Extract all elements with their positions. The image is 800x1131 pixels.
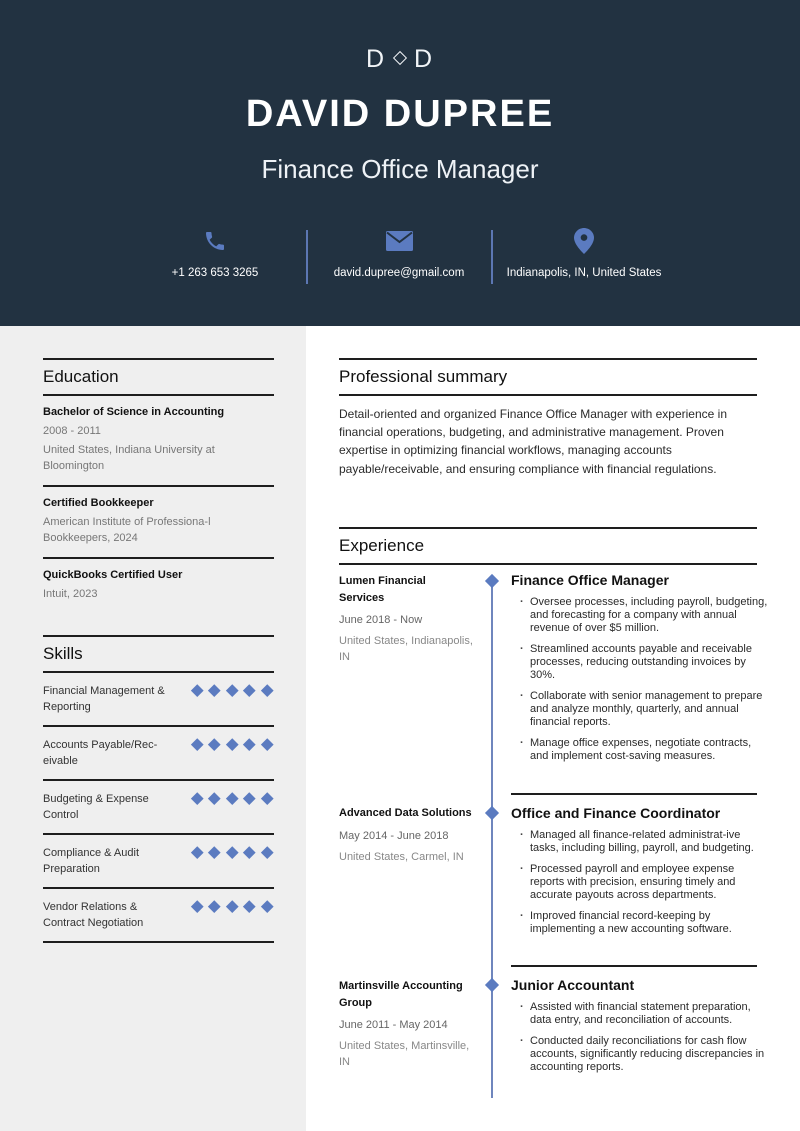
job-role: Office and Finance Coordinator: [511, 805, 721, 821]
education-heading: Education: [43, 367, 119, 386]
job-dates: May 2014 - June 2018: [339, 829, 449, 842]
rating-diamond-icon: [226, 900, 238, 912]
job-role: Finance Office Manager: [511, 572, 669, 588]
rating-diamond-icon: [243, 792, 255, 804]
education-item: [43, 559, 274, 613]
contact-phone[interactable]: [140, 228, 290, 284]
job-bullet: · Manage office expenses, negotiate contracts, and implement cost-saving measures.: [511, 737, 768, 763]
contact-divider: [491, 230, 493, 284]
education-item: [43, 487, 274, 559]
skill-label: Accounts Payable/Rec-eivable: [43, 739, 158, 767]
candidate-title: Finance Office Manager: [261, 154, 539, 184]
experience-heading: Experience: [339, 536, 425, 555]
skill-rating: [193, 791, 275, 803]
rating-diamond-icon: [243, 684, 255, 696]
candidate-name: DAVID DUPREE: [245, 93, 555, 135]
job-details: [511, 572, 768, 771]
monogram-letter-right: D: [414, 45, 435, 73]
job-dates: June 2018 - Now: [339, 614, 423, 626]
job-bullet: · Improved financial record-keeping by implementing a new accounting software.: [511, 910, 768, 936]
certification-name: Certified Bookkeeper: [43, 497, 154, 509]
rating-diamond-icon: [261, 846, 273, 858]
job-rule: [511, 793, 757, 795]
contact-email[interactable]: [310, 228, 488, 284]
email-address: david.dupree@gmail.com: [333, 267, 465, 279]
job-role: Junior Accountant: [511, 977, 635, 993]
rating-diamond-icon: [226, 684, 238, 696]
resume-header: [0, 0, 800, 326]
education-dates: 2008 - 2011: [43, 425, 101, 437]
summary-heading: Professional summary: [339, 367, 508, 386]
skill-rating: [193, 683, 275, 695]
summary-text: Detail-oriented and organized Finance Office Manager with experience in financial operations, budgeting, and administrative management. Proven expertise in optimizing financial workflows, managing accounts payable/receivable, and ensuring compliance with financial regulations.: [339, 407, 728, 476]
job-bullets: [511, 829, 768, 936]
mail-icon: [310, 228, 488, 254]
rating-diamond-icon: [208, 684, 220, 696]
phone-icon: [140, 228, 290, 254]
job-location: United States, Martinsville, IN: [339, 1040, 470, 1068]
rating-diamond-icon: [243, 738, 255, 750]
job-bullet: · Collaborate with senior management to prepare and analyze monthly, quarterly, and annual financial reports.: [511, 690, 768, 729]
job-meta: [339, 805, 474, 865]
degree-name: Bachelor of Science in Accounting: [43, 406, 225, 418]
monogram-letter-left: D: [365, 45, 386, 73]
diamond-icon: [393, 51, 407, 65]
skills-section: [43, 635, 274, 943]
rating-diamond-icon: [226, 738, 238, 750]
job-meta: [339, 978, 474, 1070]
section-rule: [339, 563, 757, 565]
location-text: Indianapolis, IN, United States: [506, 267, 662, 279]
job-bullets: [511, 1001, 768, 1074]
job-location: United States, Carmel, IN: [339, 850, 464, 863]
rating-diamond-icon: [208, 738, 220, 750]
location-pin-icon: [494, 228, 674, 254]
rating-diamond-icon: [243, 900, 255, 912]
job-details: [511, 805, 768, 944]
job-bullet: · Conducted daily reconciliations for cash flow accounts, significantly reducing discrepancies in accounting reports.: [511, 1035, 768, 1074]
rating-diamond-icon: [191, 792, 203, 804]
timeline-diamond-icon: [485, 574, 499, 588]
skill-row: [43, 835, 274, 889]
education-place: United States, Indiana University at Bloomington: [43, 444, 215, 472]
rating-diamond-icon: [261, 792, 273, 804]
job-bullet: · Streamlined accounts payable and receivable processes, reducing outstanding invoices by 30%.: [511, 643, 768, 682]
job-bullet: · Assisted with financial statement preparation, data entry, and reconciliation of accounts.: [511, 1001, 768, 1027]
rating-diamond-icon: [191, 846, 203, 858]
contact-location: [494, 228, 674, 284]
skills-heading: Skills: [43, 644, 83, 663]
rating-diamond-icon: [226, 846, 238, 858]
job-bullet: · Managed all finance-related administrat-ive tasks, including billing, payroll, and budgeting.: [511, 829, 768, 855]
skill-label: Compliance & Audit Preparation: [43, 847, 139, 875]
job-bullet: · Oversee processes, including payroll, budgeting, and forecasting for a company with annual revenue of over $5 million.: [511, 596, 768, 635]
certification-name: QuickBooks Certified User: [43, 569, 183, 581]
skill-row: [43, 889, 274, 943]
education-item: [43, 396, 274, 487]
job-bullets: [511, 596, 768, 763]
job-location: United States, Indianapolis, IN: [339, 635, 473, 663]
company-name: Lumen Financial Services: [339, 575, 426, 604]
education-section: [43, 358, 274, 613]
experience-timeline: [491, 580, 493, 1098]
rating-diamond-icon: [261, 900, 273, 912]
timeline-diamond-icon: [485, 806, 499, 820]
company-name: Martinsville Accounting Group: [339, 980, 463, 1009]
skill-label: Budgeting & Expense Control: [43, 793, 149, 821]
certification-issuer: American Institute of Professiona-l Bookkeepers, 2024: [43, 516, 211, 544]
job-meta: [339, 573, 474, 665]
timeline-diamond-icon: [485, 978, 499, 992]
skill-rating: [193, 845, 275, 857]
rating-diamond-icon: [243, 846, 255, 858]
monogram-logo: [0, 45, 800, 74]
rating-diamond-icon: [191, 684, 203, 696]
rating-diamond-icon: [208, 846, 220, 858]
certification-issuer: Intuit, 2023: [43, 588, 98, 600]
skill-rating: [193, 737, 275, 749]
contact-divider: [306, 230, 308, 284]
phone-number: +1 263 653 3265: [171, 267, 259, 279]
skill-row: [43, 781, 274, 835]
job-details: [511, 977, 768, 1082]
rating-diamond-icon: [226, 792, 238, 804]
experience-section: [339, 527, 757, 565]
skill-row: [43, 727, 274, 781]
rating-diamond-icon: [261, 684, 273, 696]
rating-diamond-icon: [191, 738, 203, 750]
job-bullet: · Processed payroll and employee expense reports with precision, ensuring timely and accurate payouts across departments.: [511, 863, 768, 902]
contact-bar: [0, 228, 800, 284]
summary-section: [339, 358, 757, 478]
skill-label: Financial Management & Reporting: [43, 685, 165, 713]
rating-diamond-icon: [208, 792, 220, 804]
section-rule: [339, 394, 757, 396]
company-name: Advanced Data Solutions: [339, 807, 472, 819]
skill-label: Vendor Relations & Contract Negotiation: [43, 901, 144, 929]
rating-diamond-icon: [261, 738, 273, 750]
rating-diamond-icon: [208, 900, 220, 912]
skill-row: [43, 673, 274, 727]
job-rule: [511, 965, 757, 967]
job-dates: June 2011 - May 2014: [339, 1019, 448, 1031]
rating-diamond-icon: [191, 900, 203, 912]
skill-rating: [193, 899, 275, 911]
